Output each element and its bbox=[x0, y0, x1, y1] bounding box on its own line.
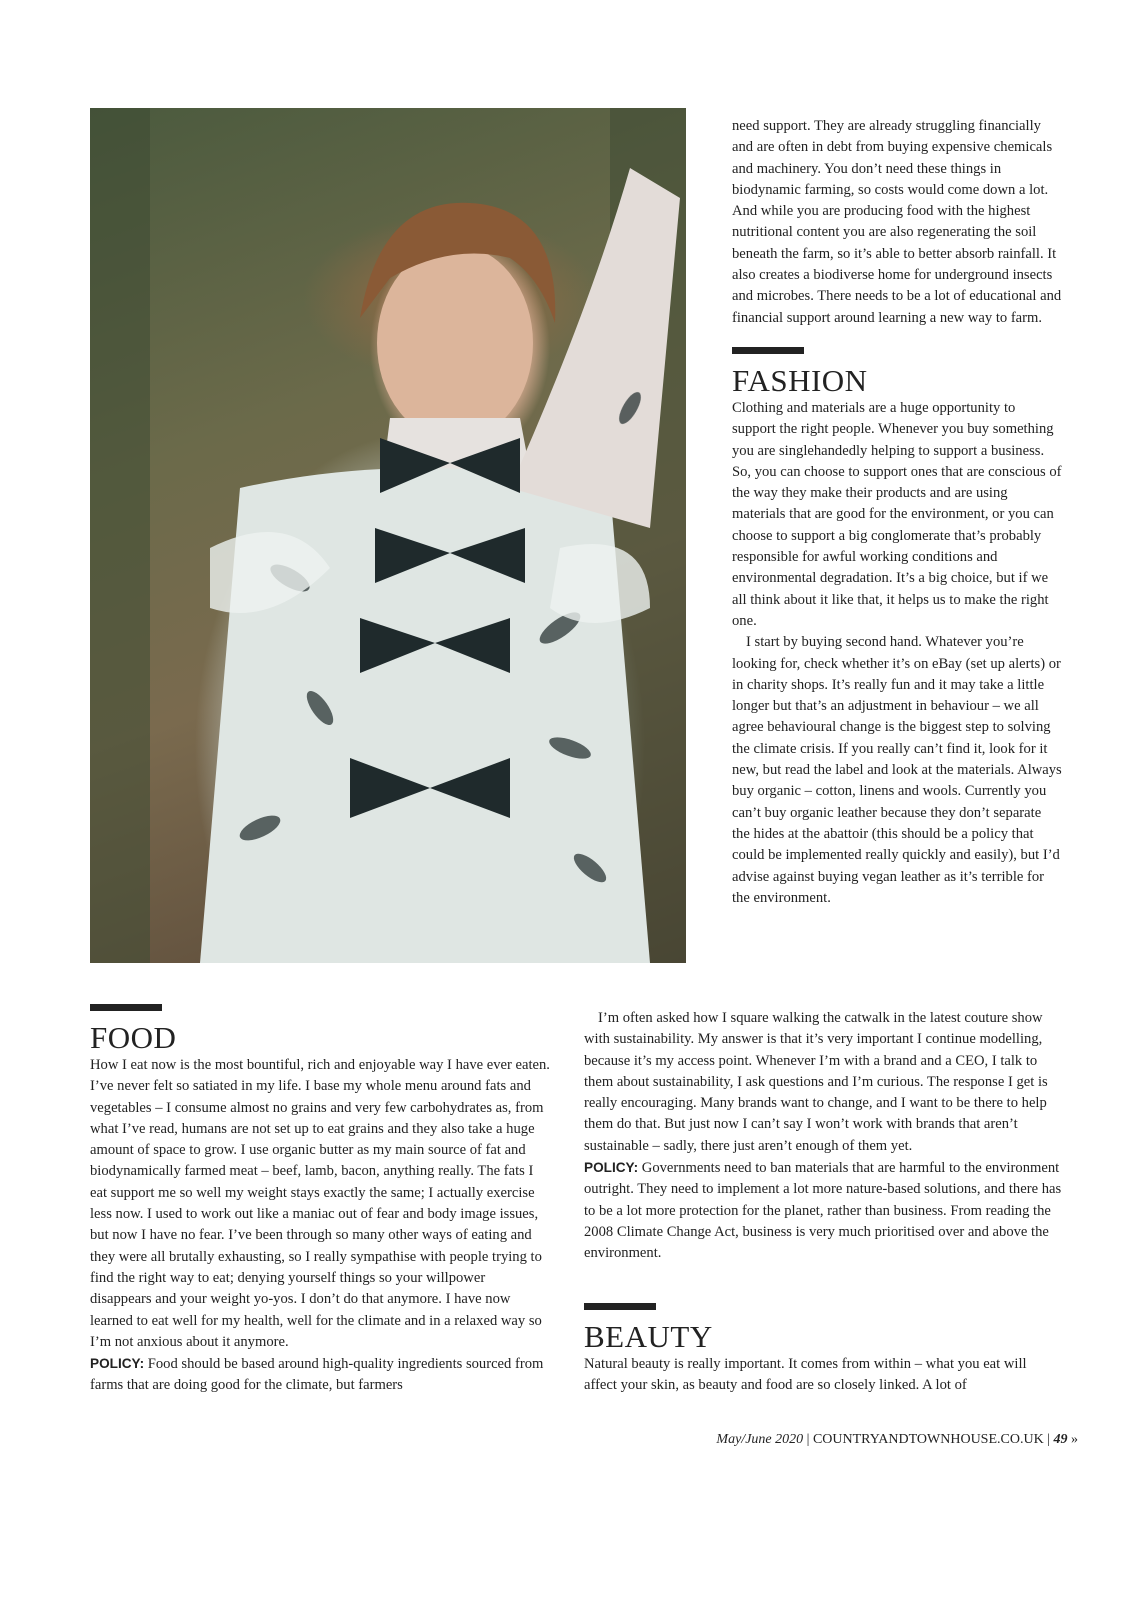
page-number: 49 bbox=[1053, 1432, 1068, 1447]
photo-illustration bbox=[90, 108, 686, 963]
fashion-paragraph-1: Clothing and materials are a huge opportunity to support the right people. Whenever you buy something you are singlehandedly helping to support a business. So, you can choose to support ones that are conscious of the way they make their products and are using materials that are good for the environment, or you can choose to support a big conglomerate that’s probably responsible for awful working conditions and environmental degradation. It’s a big choice, but if we all think about it like that, it helps us to make the right one. bbox=[732, 399, 1062, 629]
beauty-paragraph: Natural beauty is really important. It comes from within – what you eat will affect your skin, as beauty and food are so closely linked. A lot of bbox=[584, 1355, 1027, 1393]
footer-separator: | bbox=[1043, 1432, 1054, 1447]
middle-column bbox=[584, 1008, 1062, 1396]
farming-paragraph: need support. They are already struggling financially and are often in debt from buying expensive chemicals and machinery. You don’t need these things in biodynamic farming, so costs would come down a lot. And while you are producing food with the highest nutritional content you are also regenerating the soil beneath the farm, so it’s able to better absorb rainfall. It also creates a biodiverse home for underground insects and microbes. There needs to be a lot of educational and financial support around learning a new way to farm. bbox=[732, 118, 1062, 326]
food-policy bbox=[90, 1353, 550, 1397]
section-rule bbox=[90, 1004, 162, 1011]
fashion-paragraph-2: I start by buying second hand. Whatever you’re looking for, check whether it’s on eBay (set up alerts) or in charity shops. It’s really fun and it may take a little longer but that’s an adjustment in behaviour – we all agree behavioural change is the biggest step to solving the climate crisis. If you really can’t find it, look for it new, but read the label and look at the materials. Always buy organic – cotton, linens and wools. Currently you can’t buy organic leather because they don’t separate the hides at the abattoir (this should be a policy that could be implemented really quickly and easily), but I’d advise against buying vegan leather as it’s terrible for the environment. bbox=[732, 634, 1062, 906]
fashion-heading: FASHION bbox=[732, 362, 868, 398]
policy-text: Governments need to ban materials that are harmful to the environment outright. They need to implement a lot more nature-based solutions, and there has to be a lot more protection for the planet, rather than business. From reading the 2008 Climate Change Act, business is very much prioritised over and above the environment. bbox=[584, 1160, 1062, 1262]
right-column bbox=[732, 116, 1062, 909]
section-rule bbox=[732, 347, 804, 354]
food-section bbox=[90, 1004, 550, 1397]
next-page-arrow-icon: » bbox=[1071, 1432, 1078, 1447]
fashion-photo bbox=[90, 108, 686, 963]
policy-label: POLICY: bbox=[584, 1160, 639, 1176]
beauty-heading: BEAUTY bbox=[584, 1318, 713, 1354]
site-name: COUNTRYANDTOWNHOUSE.CO.UK bbox=[812, 1432, 1044, 1447]
catwalk-paragraph: I’m often asked how I square walking the catwalk in the latest couture show with sustainability. My answer is that it’s very important I continue modelling, because it’s my access point. Whenever I’m with a brand and a CEO, I talk to them about sustainability, I ask questions and I’m curious. The response I get is really encouraging. Many brands want to change, and I want to be there to help them do that. But just now I can’t say I won’t work with brands that aren’t sustainable – sadly, there just aren’t enough of them yet. bbox=[584, 1010, 1048, 1154]
fashion-policy bbox=[584, 1157, 1062, 1264]
food-paragraph: How I eat now is the most bountiful, rich and enjoyable way I have ever eaten. I’ve never felt so satiated in my life. I base my whole menu around fats and vegetables – I consume almost no grains and very few carbohydrates as, from what I’ve read, humans are not set up to eat grains and they also take a huge amount of space to grow. I use organic butter as my main source of fat and biodynamically farmed meat – beef, lamb, bacon, anything really. The fats I eat support me so well my weight stays exactly the same; I actually exercise less now. I used to work out like a maniac out of fear and body image issues, but now I have no fear. I’ve been through so many other ways of eating and they were all brutally exhausting, so I really sympathise with people trying to find the right way to eat; denying yourself things so your willpower disappears and your weight yo-yos. I don’t do that anymore. I have now learned to eat well for my health, well for the climate and in a relaxed way so I’m not anxious about it anymore. bbox=[90, 1057, 550, 1350]
policy-text: Food should be based around high-quality ingredients sourced from farms that are doing good for the climate, but farmers bbox=[90, 1356, 544, 1394]
policy-label: POLICY: bbox=[90, 1356, 145, 1372]
page-footer bbox=[600, 1430, 1078, 1450]
section-rule bbox=[584, 1303, 656, 1310]
food-heading: FOOD bbox=[90, 1020, 177, 1055]
issue-date: May/June 2020 bbox=[716, 1432, 804, 1447]
footer-separator: | bbox=[803, 1432, 813, 1447]
